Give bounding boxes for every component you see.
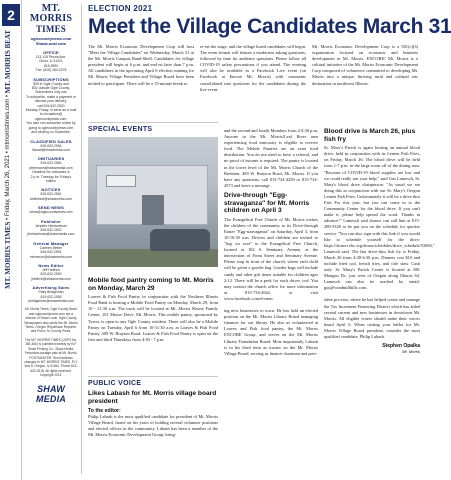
letter-headline: Likes Labash for Mt. Morris village board president [88,390,217,405]
lead-article [88,44,420,93]
rail-beat: MT. MORRIS BEAT [4,30,12,94]
staff-section-line: Jennifer Heintzelman [35,223,67,228]
staff-section-line: 815-632-2591 [40,250,62,255]
staff-section-title: CLASSIFIED SALES [30,138,72,144]
staff-section-title: NOTICES [41,187,61,193]
main-content [88,4,451,476]
letter-column-2: ing new businesses to town. He has held an elected position on the Mt. Morris Library Board managing finances for our library. He also as volunteered at Loaves and Fish food pantry, the Mt. Morris ENCORE Group, and serves on the Mt. Morris Library Foundation Board. Most importantly, Labash is in his third term as trustee on the Mt. Morris Village Board, serving as finance chairman and pres- [224,308,318,356]
staff-section-line: Dixon, IL 61021 [39,59,63,64]
staff-section [24,50,78,73]
staff-box [24,4,82,474]
letter-signature: Stephen Opalka [382,343,420,350]
staff-sections [24,50,78,303]
staff-section-line[interactable]: jhelfrich@shawmedia.com [31,276,71,281]
staff-section-title: SEND NEWS [37,205,65,211]
right-column [324,128,435,355]
rail-paper: MT. MORRIS TIMES [4,221,12,289]
letter-town: Mt. Morris [402,349,420,355]
lead-column-2: re-set the stage, and the village board candidates will begin. The event format will feature a moderator asking questions, followed by time for audience questions. Please follow all COVID-19 safety precautions if you attend. The evening will also be available as a Facebook Live event (on Facebook at Encore Mt. Morris) with comments consolidated into questions for the candidates during the live event. [200,44,306,92]
public-voice-heading: PUBLIC VOICE [88,380,142,387]
staff-section-line: 815-632-2555 [40,294,62,299]
staff-section-line: $52 outside Ogle County. [31,86,70,91]
staff-footer [24,307,78,333]
staff-section-title: News Editor [38,263,64,268]
middle-column [224,128,318,357]
staff-section-line: You also can subscribe online by [26,121,76,126]
lead-column-3: Mt. Morris Economic Development Corp is a 501(c)(3) organization focused on economic and business development in Mt. Morris. ENCORE! Mt. Morris is a cultural initiative of the Mt. Morris Economic Development Corp composed of volunteers committed to developing Mt. Morris into a unique, thriving rural and cultural arts destination in northwest Illinois. [312,44,418,86]
masthead-line2: TIMES [35,24,66,34]
staff-section-line[interactable]: elemmon@shawmedia.com [30,254,72,259]
staff-section [24,205,78,214]
staff-section-line[interactable]: to circulation@ [39,112,63,117]
rail-date: Friday, March 26, 2021 [5,154,11,217]
staff-section-line: Subscribers only can [35,90,67,95]
staff-section-line: 2 p.m. Tuesday for Friday's [30,174,72,179]
shaw-media-logo: SHAW MEDIA [36,383,66,404]
staff-section-line: edition [46,178,56,183]
staff-section-line: Patty Bridgeman [38,290,64,295]
staff-section-line: 815-632-2502 [40,227,62,232]
masthead-line1: MT. MORRIS [29,3,73,24]
staff-section [24,263,78,281]
mobile-pantry-story [88,274,218,343]
staff-section-title: General Manager [33,240,69,246]
staff-footer-legal [24,338,78,378]
staff-section-line: and clicking on Subscribe. [31,130,71,135]
staff-section-line[interactable]: pbridgeman@shawmedia.com [28,299,74,304]
letter-column-1: Philip Labash is the most qualified candidate for president of Mt. Morris Village Board, based on his years of holding several volunteer positions and elected offices in the community. Labash has been a member of the Mt. Morris Economic Development Group, bring- [88,414,218,438]
staff-section-line: To subscribe, make a payment or [26,94,76,99]
staff-section-title: OBITUARIES [37,156,65,162]
section-label: ELECTION 2021 [88,4,153,13]
staff-section-line[interactable]: pfertmann@shawmedia.com [29,165,73,170]
egg-headline: Drive-through "Egg-stravaganza" for Mt. Morris children on April 3 [224,191,310,215]
staff-section-line: 815-632-2561 [40,192,62,197]
staff-section [24,285,78,303]
food-pantry-photo [88,137,218,267]
staff-section-line: 815-632-2554 [40,161,62,166]
staff-section-line: oglecountynews.com. [34,116,68,121]
staff-section-line: 113-115 Peoria Ave. [35,55,67,59]
staff-section-line[interactable]: news@oglecountynews.com [29,210,73,215]
site-links [24,36,78,46]
staff-section [24,156,78,183]
staff-section-title: Publisher [40,218,62,224]
blood-drive-headline: Blood drive is March 26, plus fish fry [324,128,416,143]
rail-text: MT. MORRIS TIMES • Friday, March 26, 2021 • mtmorristimes.com • MT. MORRIS BEAT [4,30,12,289]
staff-section-line: Monday-Friday, or send an e-mail [25,108,77,113]
footer-note: Mt. Morris Times, Ogle County News and oglecountynews.com are a division of Shaw Local. Ogle County Newspapers also prints the Mt. Morris Times, Oregon Republican Reporter, and Polo's Tri-County Press. [24,307,78,334]
staff-section-line: 815-632-2554 [40,143,62,148]
staff-section-line[interactable]: kiszart@shawmedia.com [32,147,70,152]
blood-drive-body: St. Mary's Parish is again hosting an annual blood drive, held in conjunction with its Lenten Fish Fries, on Friday, March 26. The blood drive will be held from 1-7 p.m. in the large room off of the dining area. "Because of COVID-19 blood supplies are low and we could really use your help," said Gus Lamesch, St. Mary's blood drive chairperson. "As usual we are doing this in conjunction with our St. Mary's Oregon Lenten Fish Fries. Unfortunately it will be a drive thru Fish Fry this year, but you can come in to the Community Center for the blood drive. If you can't make it, please help spread the word. Thanks in advance!" Lamesch said donors can call him at 815-289-3328 to be put you on the schedule for quicker service "You can also sign with this link if you would like to schedule yourself for the drive: https://donor.rvbc.org/donor/schedules/drive_schedule/53984," Lamesch said. The last drive-thru fish fry is Friday, March 26 from 4:30-6:30 p.m. Dinners cost $10 and include fried cod, french fries, and cole slaw. Cash only. St. Mary's Parish Center is located at 881 Mongan Dr., just west of Oregon along Illinois 64. Lamesch can also be reached by email: gus@windmillhillc.com. [324,145,435,291]
staff-section [24,77,78,135]
masthead [24,4,78,34]
staff-section-title: OFFICE [43,50,59,55]
public-voice-section [88,376,218,439]
footer-legal: The MT. MORRIS TIMES (USPS No. 365-460) is published weekly by B.F. Shaw Printing Co., Shaw Media. Periodical postage paid at Mt. Morris. POSTMASTER: Send address changes to MT. MORRIS TIMES, P.O. Box 8, Oregon, IL 61061. Phone 815-632-2518. All rights reserved. Copyright 2021. [24,337,78,378]
side-rail [0,0,22,480]
url-link[interactable]: oglecountynews.com [30,36,72,41]
staff-section-line: discuss your delivery, [34,99,68,104]
special-events-heading: SPECIAL EVENTS [88,126,153,133]
staff-section [24,139,78,153]
staff-section-line: Fax: (815) 284-2078 [35,68,67,73]
lead-column-1: The Mt. Morris Economic Development Corp will host "Meet the Village Candidates" on Wednesday, March 31 at the Mt. Morris Campus Band-Shell. Candidates for village president will begin at 6 p.m. and end no later than 7 p.m. All candidates in the upcoming April 6 election running for Mt. Morris Village President and Village Board have been invited to participate. There will be a 15-minute break to [88,44,194,86]
page-headline: Meet the Village Candidates March 31 [88,15,451,38]
staff-section-line: 815-9590 [43,63,59,68]
staff-section [24,219,78,237]
mobile-pantry-headline: Mobile food pantry coming to Mt. Morris on Monday, March 29 [88,277,214,292]
staff-section [24,241,78,259]
staff-section-line: call 815-632-2520 [37,103,65,108]
staff-section-line: $39 in Ogle County and [33,81,69,86]
pantry-continued: and the second and fourth Mondays from 2-4:30 p.m. Anyone in the Mt. Morris/Leaf River area experiencing food insecurity is eligible to receive food. The Mobile Pantries are an extra food distribution. You do not need to have a referral, and no proof of income is required. The pantry is located in the lower level of the Mt. Morris Church of the Brethren, 409 W. Brayton Road, Mt. Morris. If you have any questions, call 815-734-4250 or 815-734-4573 and leave a message. [224,128,318,188]
page-number: 2 [2,4,20,26]
rail-site: mtmorristimes.com [5,98,11,150]
letter-salutation: To the editor: [88,408,121,415]
special-events-section [88,122,218,267]
staff-section-title: SUBSCRIPTIONS [33,76,69,82]
url-link[interactable]: ShawLocal.com [35,41,67,46]
staff-section-title: Advertising Sales [32,285,70,291]
staff-section-line: going to oglecountynews.com [28,125,74,130]
staff-section [24,187,78,201]
mobile-pantry-body: Loaves & Fish Food Pantry in conjunction with the Northern Illinois Food Bank is hosting a Mobile Food Pantry on Monday, March 29, from 10 - 11:30 a.m. The truck will be located at Mt. Morris Moose Family Center, 101 Moose Drive, Mt. Morris. This mobile pantry, sponsored by Tyson, is open to any Ogle County resident. There will also be a Mobile Pantry on Tuesday, April 6 from 10-11:30 a.m. at Loaves & Fish Food Pantry, 409 W. Brayton Road. Loaves & Fish Food Pantry is open on the first and third Thursdays from 4:30 - 7 p.m. [88,294,218,342]
staff-section-line[interactable]: kfoffredot@shawmedia.com [29,196,72,201]
staff-section-line[interactable]: jheintzelman@shawmedia.com [27,232,75,237]
staff-section-line: 815-632-2590 [40,272,62,277]
letter-column-3: ident pro-tem, where he has helped create and manage the Tax Increment Financing District which has aided several current and new businesses in downtown Mt. Morris. All eligible voters should make their voices heard April 6. When casting your ballot for Mt. Morris Village Board president, consider the most qualified candidate, Philip Labash. [324,297,420,339]
egg-body: The Evangelical Free Church of Mt. Morris invites the children of the community to its Drive-through Easter "Egg-stravaganza" on Saturday, April 3, from 10-10:30 a.m. Drivers and children are invited to "hop on over" to the Evangelical Free Church, located at 102 S. Seminary Avenue, at the intersection of Front Street and Seminary Avenue. Please stop in front of the church, where each child will be given a goodie bag. Goodie bags will include candy and other gift items suitable for children ages 2-12. There will be a perk for each driver, too! You may contact the church office for more information at 815-734-4942, or visit www.facebook.com/efcmm. [224,216,318,301]
staff-section-line: Deadline for obituaries is [32,170,70,175]
staff-section-line: Carleen Metter [39,245,63,250]
staff-section-line: Jeff Helfrich [42,268,60,272]
